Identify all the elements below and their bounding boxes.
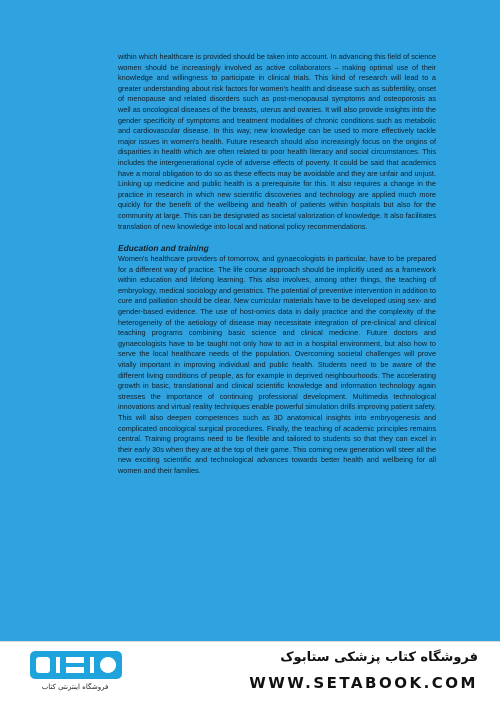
section-heading: Education and training [118,243,209,254]
store-url[interactable]: WWW.SETABOOK.COM [249,674,478,692]
body-paragraph: within which healthcare is provided should be taken into account. In advancing this field of science women should be increasingly involved as active collaborators – making optimal use of their knowledge and willingness to participate in clinical trials. This kind of research will lead to a greater understanding about risk factors for women's health and disease such as subfertility, onset of menopause and related disorders such as post-menopausal symptoms and osteoporosis as well as oncological diseases of the breasts, uterus and ovaries. It will also provide insights into the gender specificity of symptoms and treatment modalities of chronic conditions such as metabolic and cardiovascular disease. In this way, new knowledge can be used to more effectively tackle major issues in women's health. Future research should also increasingly focus on the origins of disparities in health which are often related to poor health literacy and social circumstances. This includes the intergenerational cycle of adverse effects of poverty. It could be said that academics have a moral obligation to do so as these effects may be avoidable and they are unfair and unjust. Linking up medicine and public health is a prerequisite for this. It also requires a change in the practice in research in which new scientific discoveries and technology are applied much more quickly for the benefit of the wellbeing and health of patients within hospitals but also for the community at large. This can be designated as societal valorization of knowledge. It also facilitates translation of new knowledge into local and national policy recommendations. [118,52,436,231]
body-paragraph: Women's healthcare providers of tomorrow, and gynaecologists in particular, have to be prepared for a different way of practice. The life course approach should be implicitly used as a framework within education and lifelong learning. This also involves, among other things, the teaching of embryology, medical sociology and geriatrics. The potential of preventive intervention in addition to cure and palliation should be clear. New curricular materials have to be developed using sex- and gender-based evidence. The use of host-omics data in daily practice and the complexity of the heterogeneity of the aetiology of disease may necessitate integration of pre-clinical and clinical teaching programs combining basic science and clinical medicine. Future doctors and gynaecologists have to be taught not only how to act in a hospital environment, but also how to serve the local healthcare needs of the population. Overcoming societal challenges will prove vitally important in improving individual and public health. Students need to be aware of the different living conditions of people, as for example in deprived neighbourhoods. The accelerating growth in basic, translational and clinical scientific knowledge and information technology again stresses the importance of continuing professional development. Multimedia technological innovations and virtual reality techniques enable powerful simulation drills improving patient safety. This will also deepen competences such as 3D anatomical insights into embryogenesis and complicated oncological surgical procedures. Finally, the teaching of academic principles remains central. Training programs need to be flexible and tailored to students so that they can excel in their early 30s when they are at the top of their game. This coming new generation will steer all the new exciting scientific and technological advances towards better health and wellbeing for all women and their families. [118,254,436,475]
setabook-logo-icon [30,649,122,681]
setabook-logo [20,649,130,695]
store-name: فروشگاه کتاب پزشکی ستابوک [280,650,478,665]
logo-subtitle: فروشگاه اینترنتی کتاب [41,683,109,691]
body-text-column [118,52,436,477]
publisher-footer [0,641,500,701]
